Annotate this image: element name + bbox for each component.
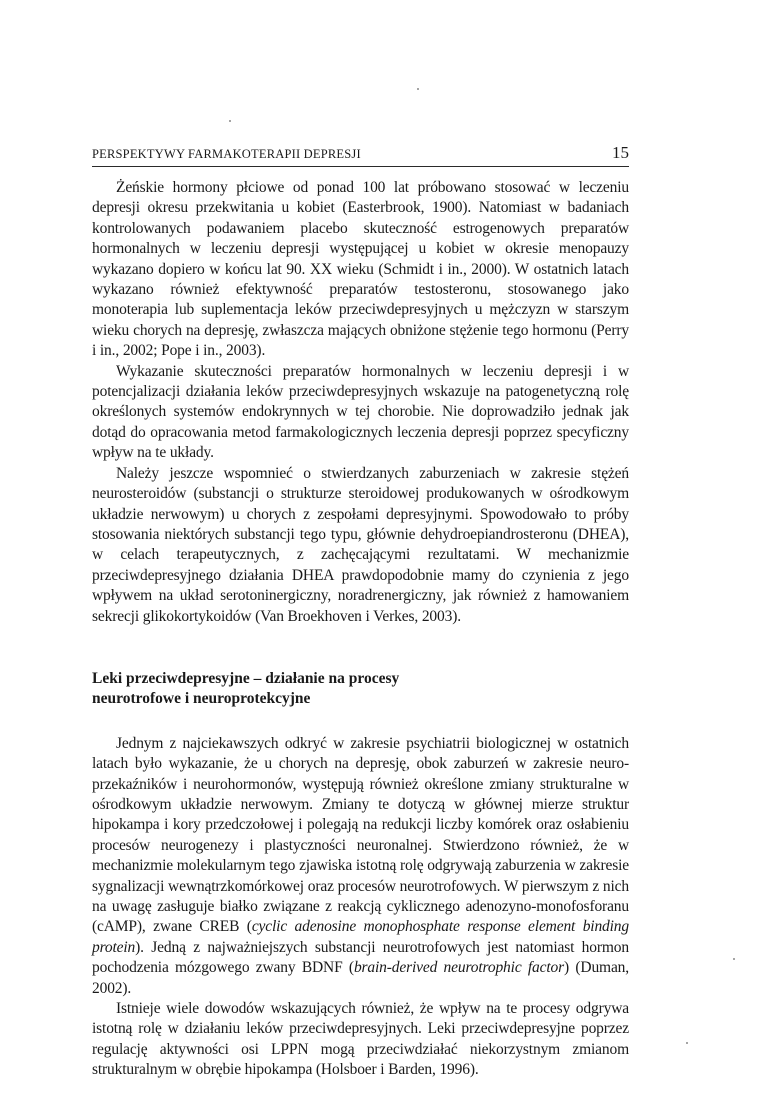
scan-speck [686,1042,688,1044]
section-heading [92,669,629,710]
paragraph-hormones: Żeńskie hormony płciowe od ponad 100 lat próbowano stosować w leczeniu depresji okresu przekwitania u kobiet (Easterbrook, 1900). Natomiast w badaniach kontrolowanych podawaniem placebo skuteczność estrogenowych preparatów hormonalnych w leczeniu depresji występującej u kobiet w okresie menopauzy wykazano dopiero w końcu lat 90. XX wieku (Schmidt i in., 2000). W ostatnich latach wykazano również efektywność preparatów testosteronu, stosowanego jako monoterapia lub suplementacja leków przeciwdepresyjnych u mężczyzn w starszym wieku chorych na depresję, zwłaszcza mających obniżone stężenie tego hormonu (Perry i in., 2002; Pope i in., 2003). [92,179,629,360]
page-number: 15 [612,143,629,162]
scan-speck [229,120,231,122]
body-text [92,178,629,1081]
paragraph-antidepressant-effects: Istnieje wiele dowodów wskazujących również, że wpływ na te procesy odgrywa istotną rolę w działaniu leków przeciwdepresyjnych. Leki przeciwdepresyjne poprzez regulację aktywności osi LPPN mogą przeciwdziałać niekorzystnym zmianom strukturalnym w obrębie hipokampa (Holsboer i Barden, 1996). [92,1000,629,1079]
paragraph-endocrine: Wykazanie skuteczności preparatów hormonalnych w leczeniu depresji i w potencjalizacji działania leków przeciwdepresyjnych wskazuje na patogenetyczną rolę określonych systemów endokrynnych w tej chorobie. Nie doprowadziło jednak jak dotąd do opracowania metod farmakologicznych leczenia depresji poprzez specyficzny wpływ na te układy. [92,362,629,462]
text-run: ) (Duman, 2002). [92,959,630,997]
section-heading-line-1: Leki przeciwdepresyjne – działanie na procesy [92,669,400,687]
italic-term-creb: cyclic adenosine monophosphate response element binding protein [92,918,630,956]
paragraph-neurosteroids: Należy jeszcze wspomnieć o stwierdzanych zaburzeniach w zakresie stężeń neurosteroidów (substancji o strukturze steroidowej produkowanych w ośrodkowym układzie nerwowym) u chorych z zespołami depresyjnymi. Spowodowało to próby stosowania niektórych substancji tego typu, głównie dehydroepiandrosteronu (DHEA), w celach terapeutycznych, z zachęcającymi rezultatami. W mechanizmie przeciwdepresyjnego działania DHEA prawdopodobnie mamy do czynienia z jego wpływem na układ serotoninergiczny, noradrenergiczny, jak również z hamowaniem sekrecji glikokortykoidów (Van Broekhoven i Verkes, 2003). [92,464,629,625]
scan-speck [417,88,419,90]
running-header [92,143,629,167]
scan-speck [733,958,735,960]
text-run: Jednym z najciekawszych odkryć w zakresie psychiatrii biologicznej w ostatnich latach było wykazanie, że u chorych na depresję, obok zaburzeń w zakresie neuro-przekaźników i neurohormonów, występują również określone zmiany strukturalne w ośrodkowym układzie nerwowym. Zmiany te dotyczą w głównej mierze struktur hipokampa i kory przedczołowej i polegają na redukcji liczby komórek oraz osłabieniu procesów neurogenezy i plastyczności neuronalnej. Stwierdzono również, że w mechanizmie molekularnym tego zjawiska istotną rolę odgrywają zaburzenia w zakresie sygnalizacji wewnątrzkomórkowej oraz procesów neurotrofowych. W pierwszym z nich na uwagę zasługuje białko związane z reakcją cyklicznego adenozyno-monofosforanu (cAMP), zwane CREB ( [92,734,629,936]
text-run: ). Jedną z najważniejszych substancji neurotrofowych jest natomiast hormon pochodzenia mózgowego zwany BDNF ( [92,938,629,977]
italic-term-bdnf: brain-derived neurotrophic factor [353,959,565,977]
paragraph-neurotrophic [92,734,629,999]
section-heading-line-2: neurotrofowe i neuroprotekcyjne [92,690,311,708]
running-title: PERSPEKTYWY FARMAKOTERAPII DEPRESJI [92,147,361,161]
